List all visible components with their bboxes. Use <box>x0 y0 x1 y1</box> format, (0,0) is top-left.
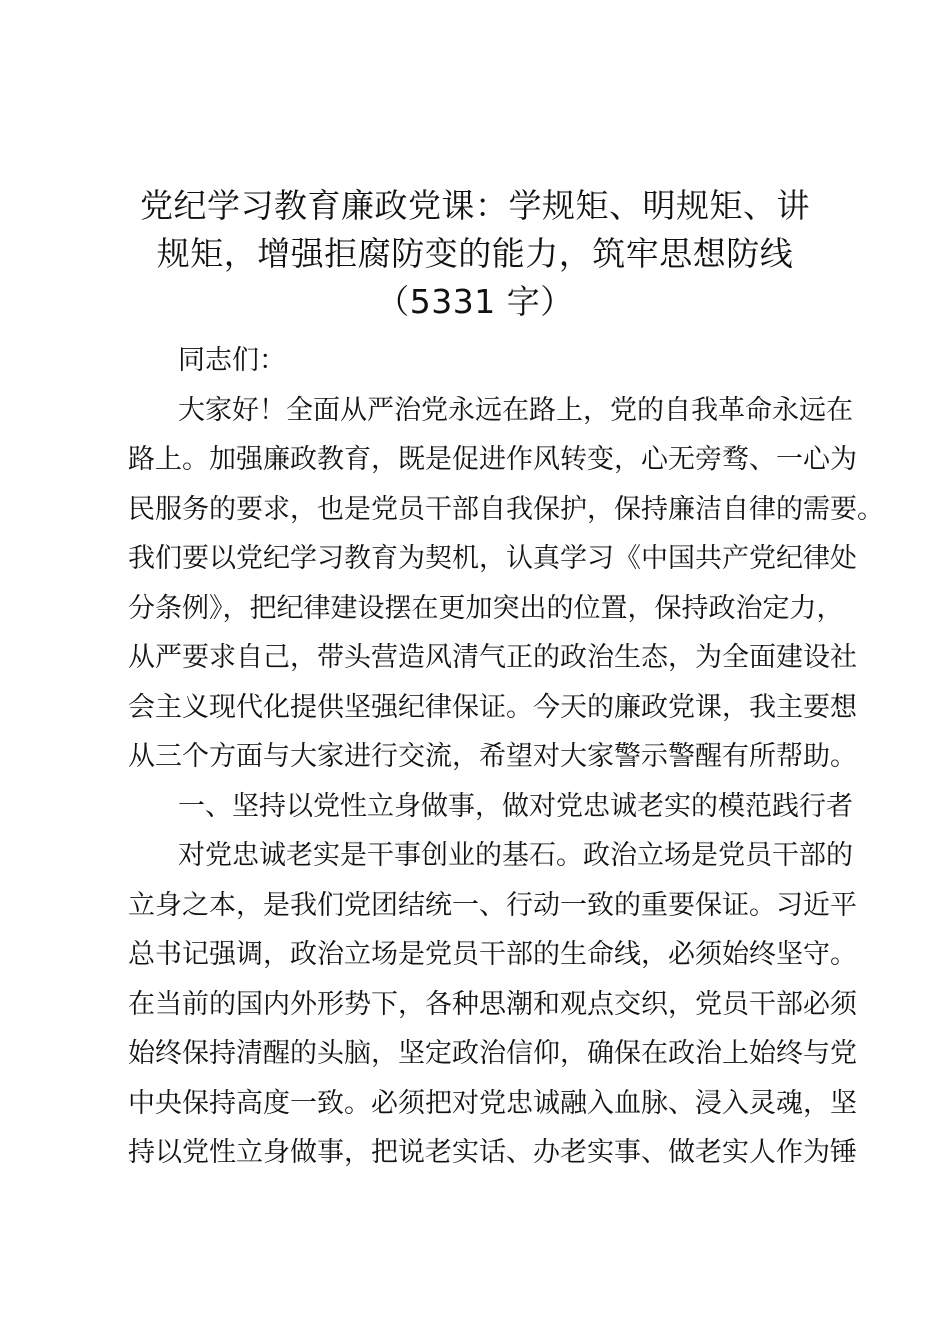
paragraph-line: 对党忠诚老实是干事创业的基石。政治立场是党员干部的 <box>178 840 853 871</box>
title-line: 规矩，增强拒腐防变的能力，筑牢思想防线 <box>156 234 794 273</box>
paragraph-line: 始终保持清醒的头脑，坚定政治信仰，确保在政治上始终与党 <box>128 1038 857 1069</box>
paragraph-line: 持以党性立身做事，把说老实话、办老实事、做老实人作为锤 <box>128 1137 857 1168</box>
paragraph-line: 路上。加强廉政教育，既是促进作风转变，心无旁骛、一心为 <box>128 444 857 475</box>
document-body <box>128 336 884 1178</box>
paragraph-line: 分条例》，把纪律建设摆在更加突出的位置，保持政治定力， <box>128 592 844 624</box>
title-line: 党纪学习教育廉政党课：学规矩、明规矩、讲 <box>140 186 810 225</box>
salutation: 同志们： <box>178 345 286 376</box>
paragraph-line: 从严要求自己，带头营造风清气正的政治生态，为全面建设社 <box>128 642 857 673</box>
paragraph-line: 立身之本，是我们党团结统一、行动一致的重要保证。习近平 <box>128 889 857 921</box>
paragraph-line: 我们要以党纪学习教育为契机，认真学习《中国共产党纪律处 <box>128 543 857 574</box>
paragraph-line: 总书记强调，政治立场是党员干部的生命线，必须始终坚守。 <box>128 939 857 970</box>
paragraph-line: 从三个方面与大家进行交流，希望对大家警示警醒有所帮助。 <box>128 741 857 772</box>
paragraph-line: 中央保持高度一致。必须把对党忠诚融入血脉、浸入灵魂，坚 <box>128 1087 857 1119</box>
section-heading: 一、坚持以党性立身做事，做对党忠诚老实的模范践行者 <box>178 790 853 822</box>
document-title <box>110 182 840 326</box>
paragraph-line: 在当前的国内外形势下，各种思潮和观点交织，党员干部必须 <box>128 988 857 1020</box>
paragraph-line: 民服务的要求，也是党员干部自我保护，保持廉洁自律的需要。 <box>128 493 884 525</box>
title-word-count: （5331 字） <box>376 282 574 321</box>
paragraph-line: 会主义现代化提供坚强纪律保证。今天的廉政党课，我主要想 <box>128 691 857 723</box>
paragraph-line: 大家好！全面从严治党永远在路上，党的自我革命永远在 <box>178 394 853 426</box>
